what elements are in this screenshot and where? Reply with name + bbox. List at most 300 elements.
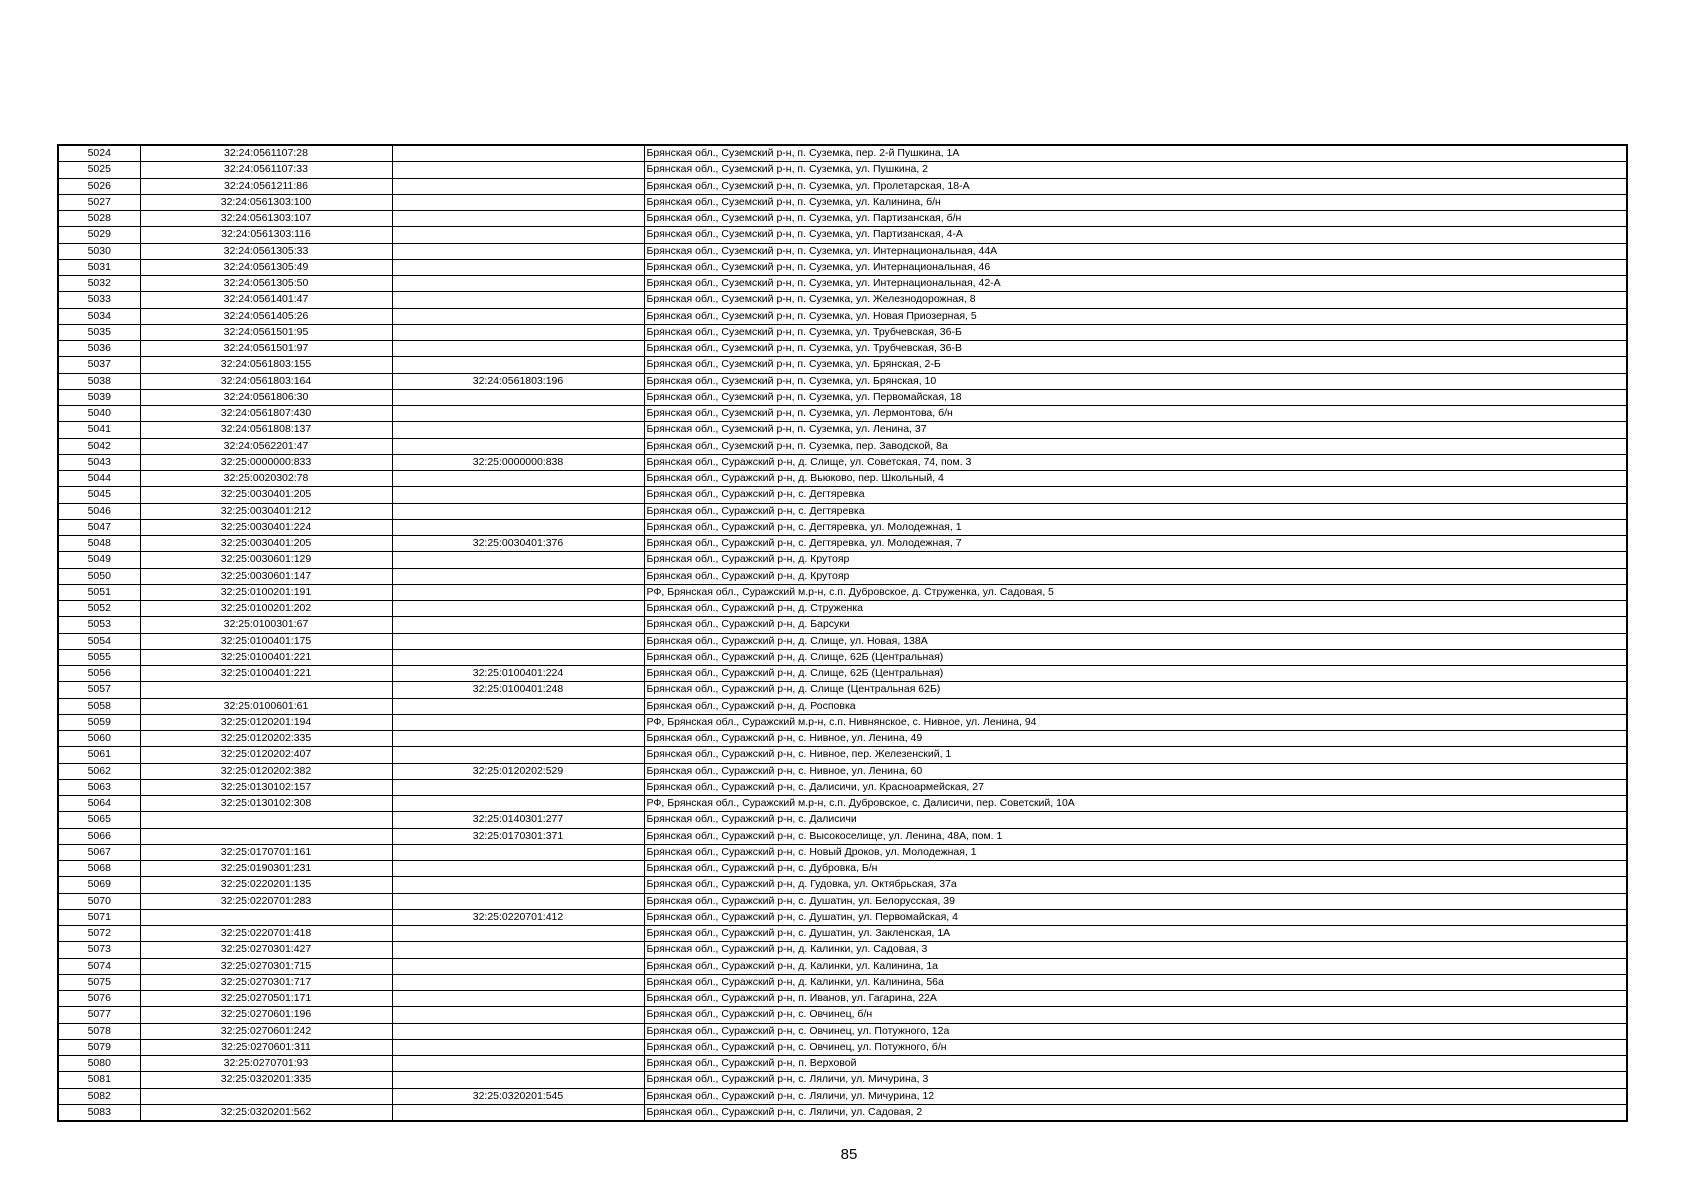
related-cadastral-number-cell: 32:25:0000000:838 (392, 454, 644, 470)
related-cadastral-number-cell (392, 211, 644, 227)
row-number-cell: 5039 (58, 389, 140, 405)
address-cell: Брянская обл., Суражский р-н, с. Овчинец, ул. Потужного, б/н (644, 1039, 1627, 1055)
related-cadastral-number-cell (392, 406, 644, 422)
row-number-cell: 5071 (58, 909, 140, 925)
table-row (58, 406, 1627, 422)
row-number-cell: 5063 (58, 779, 140, 795)
address-cell: Брянская обл., Суражский р-н, д. Калинки, ул. Калинина, 1а (644, 958, 1627, 974)
address-cell: Брянская обл., Суземский р-н, п. Суземка, ул. Партизанская, 4-А (644, 227, 1627, 243)
related-cadastral-number-cell (392, 568, 644, 584)
related-cadastral-number-cell: 32:25:0100401:248 (392, 682, 644, 698)
related-cadastral-number-cell: 32:25:0030401:376 (392, 536, 644, 552)
table-row (58, 698, 1627, 714)
address-cell: Брянская обл., Суземский р-н, п. Суземка, ул. Лермонтова, б/н (644, 406, 1627, 422)
table-row (58, 1056, 1627, 1072)
row-number-cell: 5079 (58, 1039, 140, 1055)
row-number-cell: 5024 (58, 145, 140, 162)
related-cadastral-number-cell: 32:25:0120202:529 (392, 763, 644, 779)
table-row (58, 1104, 1627, 1121)
cadastral-number-cell: 32:25:0220201:135 (140, 877, 392, 893)
table-row (58, 812, 1627, 828)
related-cadastral-number-cell (392, 1104, 644, 1121)
table-row (58, 877, 1627, 893)
cadastral-number-cell (140, 812, 392, 828)
cadastral-number-cell: 32:25:0100601:61 (140, 698, 392, 714)
related-cadastral-number-cell (392, 974, 644, 990)
table-row (58, 227, 1627, 243)
row-number-cell: 5062 (58, 763, 140, 779)
row-number-cell: 5066 (58, 828, 140, 844)
table-row (58, 974, 1627, 990)
table-row (58, 162, 1627, 178)
related-cadastral-number-cell (392, 796, 644, 812)
row-number-cell: 5025 (58, 162, 140, 178)
address-cell: Брянская обл., Суражский р-н, д. Калинки, ул. Калинина, 56а (644, 974, 1627, 990)
table-row (58, 536, 1627, 552)
cadastral-number-cell: 32:25:0270301:715 (140, 958, 392, 974)
related-cadastral-number-cell (392, 552, 644, 568)
related-cadastral-number-cell (392, 308, 644, 324)
row-number-cell: 5026 (58, 178, 140, 194)
cadastral-number-cell (140, 1088, 392, 1104)
address-cell: Брянская обл., Суземский р-н, п. Суземка, ул. Интернациональная, 42-А (644, 276, 1627, 292)
row-number-cell: 5082 (58, 1088, 140, 1104)
row-number-cell: 5027 (58, 194, 140, 210)
table-row (58, 324, 1627, 340)
table-row (58, 779, 1627, 795)
cadastral-number-cell: 32:25:0100201:191 (140, 584, 392, 600)
cadastral-number-cell: 32:25:0030401:205 (140, 487, 392, 503)
cadastral-number-cell: 32:24:0561211:86 (140, 178, 392, 194)
row-number-cell: 5029 (58, 227, 140, 243)
related-cadastral-number-cell (392, 747, 644, 763)
row-number-cell: 5056 (58, 666, 140, 682)
row-number-cell: 5048 (58, 536, 140, 552)
table-row (58, 194, 1627, 210)
row-number-cell: 5035 (58, 324, 140, 340)
row-number-cell: 5038 (58, 373, 140, 389)
address-cell: Брянская обл., Суражский р-н, с. Дубровка, Б/н (644, 861, 1627, 877)
related-cadastral-number-cell (392, 958, 644, 974)
address-cell: Брянская обл., Суражский р-н, с. Ляличи, ул. Мичурина, 3 (644, 1072, 1627, 1088)
related-cadastral-number-cell (392, 1007, 644, 1023)
related-cadastral-number-cell (392, 519, 644, 535)
cadastral-number-cell: 32:25:0030401:224 (140, 519, 392, 535)
row-number-cell: 5047 (58, 519, 140, 535)
address-cell: Брянская обл., Суземский р-н, п. Суземка, ул. Новая Приозерная, 5 (644, 308, 1627, 324)
address-cell: Брянская обл., Суражский р-н, д. Слище, 62Б (Центральная) (644, 649, 1627, 665)
related-cadastral-number-cell: 32:25:0100401:224 (392, 666, 644, 682)
table-row (58, 243, 1627, 259)
address-cell: РФ, Брянская обл., Суражский м.р-н, с.п. Дубровское, с. Далисичи, пер. Советский, 10А (644, 796, 1627, 812)
row-number-cell: 5074 (58, 958, 140, 974)
related-cadastral-number-cell: 32:25:0170301:371 (392, 828, 644, 844)
table-row (58, 926, 1627, 942)
related-cadastral-number-cell (392, 779, 644, 795)
related-cadastral-number-cell (392, 324, 644, 340)
related-cadastral-number-cell (392, 1039, 644, 1055)
related-cadastral-number-cell (392, 178, 644, 194)
address-cell: Брянская обл., Суражский р-н, с. Нивное, пер. Железенский, 1 (644, 747, 1627, 763)
row-number-cell: 5052 (58, 601, 140, 617)
table-row (58, 341, 1627, 357)
table-row (58, 747, 1627, 763)
cadastral-number-cell: 32:25:0130102:157 (140, 779, 392, 795)
table-row (58, 276, 1627, 292)
address-cell: Брянская обл., Суражский р-н, с. Высокоселище, ул. Ленина, 48А, пом. 1 (644, 828, 1627, 844)
address-cell: РФ, Брянская обл., Суражский м.р-н, с.п. Дубровское, д. Струженка, ул. Садовая, 5 (644, 584, 1627, 600)
row-number-cell: 5044 (58, 471, 140, 487)
row-number-cell: 5072 (58, 926, 140, 942)
row-number-cell: 5043 (58, 454, 140, 470)
table-row (58, 259, 1627, 275)
cadastral-number-cell (140, 682, 392, 698)
cadastral-number-cell: 32:24:0561405:26 (140, 308, 392, 324)
address-cell: Брянская обл., Суземский р-н, п. Суземка, ул. Калинина, б/н (644, 194, 1627, 210)
related-cadastral-number-cell (392, 194, 644, 210)
address-cell: Брянская обл., Суземский р-н, п. Суземка, ул. Пролетарская, 18-А (644, 178, 1627, 194)
property-table-body (58, 145, 1627, 1121)
row-number-cell: 5051 (58, 584, 140, 600)
related-cadastral-number-cell (392, 1023, 644, 1039)
cadastral-number-cell: 32:25:0020302:78 (140, 471, 392, 487)
address-cell: Брянская обл., Суражский р-н, д. Крутояр (644, 568, 1627, 584)
address-cell: Брянская обл., Суражский р-н, д. Гудовка, ул. Октябрьская, 37а (644, 877, 1627, 893)
row-number-cell: 5081 (58, 1072, 140, 1088)
table-row (58, 292, 1627, 308)
cadastral-number-cell: 32:25:0270501:171 (140, 991, 392, 1007)
cadastral-number-cell: 32:25:0190301:231 (140, 861, 392, 877)
related-cadastral-number-cell (392, 601, 644, 617)
row-number-cell: 5076 (58, 991, 140, 1007)
row-number-cell: 5064 (58, 796, 140, 812)
address-cell: Брянская обл., Суземский р-н, п. Суземка, ул. Первомайская, 18 (644, 389, 1627, 405)
row-number-cell: 5078 (58, 1023, 140, 1039)
cadastral-number-cell (140, 828, 392, 844)
related-cadastral-number-cell (392, 162, 644, 178)
table-row (58, 519, 1627, 535)
address-cell: Брянская обл., Суражский р-н, д. Слище (Центральная 62Б) (644, 682, 1627, 698)
address-cell: Брянская обл., Суражский р-н, п. Верховой (644, 1056, 1627, 1072)
related-cadastral-number-cell (392, 145, 644, 162)
cadastral-number-cell: 32:25:0100201:202 (140, 601, 392, 617)
cadastral-number-cell: 32:25:0030401:212 (140, 503, 392, 519)
table-row (58, 1072, 1627, 1088)
related-cadastral-number-cell (392, 341, 644, 357)
related-cadastral-number-cell (392, 422, 644, 438)
table-row (58, 714, 1627, 730)
row-number-cell: 5033 (58, 292, 140, 308)
row-number-cell: 5075 (58, 974, 140, 990)
cadastral-number-cell: 32:25:0270301:427 (140, 942, 392, 958)
related-cadastral-number-cell (392, 438, 644, 454)
address-cell: Брянская обл., Суражский р-н, д. Слище, ул. Новая, 138А (644, 633, 1627, 649)
table-row (58, 487, 1627, 503)
row-number-cell: 5057 (58, 682, 140, 698)
address-cell: Брянская обл., Суземский р-н, п. Суземка, пер. 2-й Пушкина, 1А (644, 145, 1627, 162)
table-row (58, 844, 1627, 860)
address-cell: Брянская обл., Суражский р-н, д. Росповка (644, 698, 1627, 714)
table-row (58, 601, 1627, 617)
table-row (58, 909, 1627, 925)
related-cadastral-number-cell (392, 276, 644, 292)
row-number-cell: 5083 (58, 1104, 140, 1121)
table-row (58, 958, 1627, 974)
address-cell: Брянская обл., Суражский р-н, с. Овчинец, ул. Потужного, 12а (644, 1023, 1627, 1039)
cadastral-number-cell: 32:25:0030601:129 (140, 552, 392, 568)
row-number-cell: 5070 (58, 893, 140, 909)
related-cadastral-number-cell (392, 471, 644, 487)
table-row (58, 828, 1627, 844)
table-row (58, 552, 1627, 568)
table-row (58, 1023, 1627, 1039)
address-cell: Брянская обл., Суземский р-н, п. Суземка, пер. Заводской, 8а (644, 438, 1627, 454)
cadastral-number-cell: 32:25:0120201:194 (140, 714, 392, 730)
address-cell: Брянская обл., Суражский р-н, д. Калинки, ул. Садовая, 3 (644, 942, 1627, 958)
table-row (58, 942, 1627, 958)
cadastral-number-cell: 32:25:0120202:407 (140, 747, 392, 763)
cadastral-number-cell: 32:24:0561303:100 (140, 194, 392, 210)
row-number-cell: 5045 (58, 487, 140, 503)
cadastral-number-cell: 32:25:0220701:283 (140, 893, 392, 909)
address-cell: Брянская обл., Суземский р-н, п. Суземка, ул. Пушкина, 2 (644, 162, 1627, 178)
cadastral-number-cell: 32:25:0100401:221 (140, 649, 392, 665)
related-cadastral-number-cell (392, 731, 644, 747)
related-cadastral-number-cell: 32:25:0320201:545 (392, 1088, 644, 1104)
page-number: 85 (840, 1146, 858, 1163)
address-cell: Брянская обл., Суземский р-н, п. Суземка, ул. Интернациональная, 44А (644, 243, 1627, 259)
table-row (58, 666, 1627, 682)
row-number-cell: 5041 (58, 422, 140, 438)
table-row (58, 389, 1627, 405)
cadastral-number-cell: 32:24:0561305:50 (140, 276, 392, 292)
address-cell: Брянская обл., Суражский р-н, с. Далисичи, ул. Красноармейская, 27 (644, 779, 1627, 795)
cadastral-number-cell: 32:25:0000000:833 (140, 454, 392, 470)
cadastral-number-cell: 32:25:0320201:335 (140, 1072, 392, 1088)
related-cadastral-number-cell (392, 503, 644, 519)
related-cadastral-number-cell (392, 991, 644, 1007)
cadastral-number-cell: 32:24:0561501:97 (140, 341, 392, 357)
cadastral-number-cell: 32:24:0562201:47 (140, 438, 392, 454)
cadastral-number-cell: 32:24:0561107:28 (140, 145, 392, 162)
cadastral-number-cell: 32:24:0561305:49 (140, 259, 392, 275)
address-cell: Брянская обл., Суражский р-н, с. Душатин, ул. Закленская, 1А (644, 926, 1627, 942)
related-cadastral-number-cell (392, 243, 644, 259)
row-number-cell: 5058 (58, 698, 140, 714)
table-row (58, 731, 1627, 747)
row-number-cell: 5077 (58, 1007, 140, 1023)
table-row (58, 471, 1627, 487)
cadastral-number-cell: 32:25:0120202:382 (140, 763, 392, 779)
row-number-cell: 5050 (58, 568, 140, 584)
table-row (58, 503, 1627, 519)
related-cadastral-number-cell (392, 649, 644, 665)
row-number-cell: 5055 (58, 649, 140, 665)
cadastral-number-cell (140, 909, 392, 925)
related-cadastral-number-cell (392, 292, 644, 308)
address-cell: Брянская обл., Суражский р-н, с. Новый Дроков, ул. Молодежная, 1 (644, 844, 1627, 860)
related-cadastral-number-cell (392, 698, 644, 714)
address-cell: Брянская обл., Суражский р-н, с. Ляличи, ул. Мичурина, 12 (644, 1088, 1627, 1104)
related-cadastral-number-cell (392, 259, 644, 275)
address-cell: Брянская обл., Суражский р-н, с. Дегтяревка, ул. Молодежная, 7 (644, 536, 1627, 552)
table-row (58, 1007, 1627, 1023)
related-cadastral-number-cell (392, 487, 644, 503)
cadastral-number-cell: 32:24:0561803:155 (140, 357, 392, 373)
cadastral-number-cell: 32:24:0561806:30 (140, 389, 392, 405)
table-row (58, 796, 1627, 812)
cadastral-number-cell: 32:25:0030401:205 (140, 536, 392, 552)
cadastral-number-cell: 32:25:0100301:67 (140, 617, 392, 633)
related-cadastral-number-cell (392, 714, 644, 730)
related-cadastral-number-cell (392, 357, 644, 373)
related-cadastral-number-cell (392, 1072, 644, 1088)
table-row (58, 1039, 1627, 1055)
cadastral-number-cell: 32:24:0561303:107 (140, 211, 392, 227)
table-row (58, 763, 1627, 779)
cadastral-number-cell: 32:25:0270701:93 (140, 1056, 392, 1072)
address-cell: Брянская обл., Суражский р-н, с. Душатин, ул. Первомайская, 4 (644, 909, 1627, 925)
address-cell: Брянская обл., Суражский р-н, п. Иванов, ул. Гагарина, 22А (644, 991, 1627, 1007)
address-cell: Брянская обл., Суземский р-н, п. Суземка, ул. Партизанская, б/н (644, 211, 1627, 227)
related-cadastral-number-cell (392, 893, 644, 909)
address-cell: Брянская обл., Суражский р-н, с. Ляличи, ул. Садовая, 2 (644, 1104, 1627, 1121)
related-cadastral-number-cell (392, 877, 644, 893)
related-cadastral-number-cell (392, 389, 644, 405)
related-cadastral-number-cell (392, 633, 644, 649)
cadastral-number-cell: 32:24:0561501:95 (140, 324, 392, 340)
row-number-cell: 5061 (58, 747, 140, 763)
table-row (58, 211, 1627, 227)
address-cell: Брянская обл., Суражский р-н, с. Дегтяревка, ул. Молодежная, 1 (644, 519, 1627, 535)
table-row (58, 308, 1627, 324)
table-row (58, 145, 1627, 162)
related-cadastral-number-cell: 32:25:0140301:277 (392, 812, 644, 828)
row-number-cell: 5032 (58, 276, 140, 292)
address-cell: Брянская обл., Суражский р-н, д. Струженка (644, 601, 1627, 617)
cadastral-number-cell: 32:25:0120202:335 (140, 731, 392, 747)
table-row (58, 649, 1627, 665)
cadastral-number-cell: 32:24:0561107:33 (140, 162, 392, 178)
row-number-cell: 5068 (58, 861, 140, 877)
related-cadastral-number-cell (392, 942, 644, 958)
row-number-cell: 5073 (58, 942, 140, 958)
address-cell: РФ, Брянская обл., Суражский м.р-н, с.п. Нивнянское, с. Нивное, ул. Ленина, 94 (644, 714, 1627, 730)
row-number-cell: 5049 (58, 552, 140, 568)
address-cell: Брянская обл., Суражский р-н, с. Душатин, ул. Белорусская, 39 (644, 893, 1627, 909)
address-cell: Брянская обл., Суражский р-н, с. Далисичи (644, 812, 1627, 828)
related-cadastral-number-cell (392, 844, 644, 860)
row-number-cell: 5065 (58, 812, 140, 828)
related-cadastral-number-cell: 32:24:0561803:196 (392, 373, 644, 389)
cadastral-number-cell: 32:25:0270301:717 (140, 974, 392, 990)
row-number-cell: 5028 (58, 211, 140, 227)
address-cell: Брянская обл., Суражский р-н, с. Нивное, ул. Ленина, 60 (644, 763, 1627, 779)
cadastral-number-cell: 32:25:0270601:242 (140, 1023, 392, 1039)
related-cadastral-number-cell (392, 584, 644, 600)
row-number-cell: 5030 (58, 243, 140, 259)
row-number-cell: 5053 (58, 617, 140, 633)
table-row (58, 438, 1627, 454)
cadastral-number-cell: 32:24:0561803:164 (140, 373, 392, 389)
address-cell: Брянская обл., Суземский р-н, п. Суземка, ул. Брянская, 2-Б (644, 357, 1627, 373)
cadastral-number-cell: 32:25:0220701:418 (140, 926, 392, 942)
address-cell: Брянская обл., Суземский р-н, п. Суземка, ул. Интернациональная, 46 (644, 259, 1627, 275)
cadastral-number-cell: 32:24:0561808:137 (140, 422, 392, 438)
table-row (58, 178, 1627, 194)
address-cell: Брянская обл., Суземский р-н, п. Суземка, ул. Железнодорожная, 8 (644, 292, 1627, 308)
table-row (58, 682, 1627, 698)
table-row (58, 617, 1627, 633)
cadastral-number-cell: 32:25:0030601:147 (140, 568, 392, 584)
row-number-cell: 5034 (58, 308, 140, 324)
table-row (58, 373, 1627, 389)
related-cadastral-number-cell (392, 227, 644, 243)
row-number-cell: 5042 (58, 438, 140, 454)
row-number-cell: 5037 (58, 357, 140, 373)
table-row (58, 893, 1627, 909)
cadastral-number-cell: 32:25:0170701:161 (140, 844, 392, 860)
address-cell: Брянская обл., Суражский р-н, д. Слище, ул. Советская, 74, пом. 3 (644, 454, 1627, 470)
address-cell: Брянская обл., Суземский р-н, п. Суземка, ул. Брянская, 10 (644, 373, 1627, 389)
address-cell: Брянская обл., Суражский р-н, д. Крутояр (644, 552, 1627, 568)
address-cell: Брянская обл., Суражский р-н, с. Дегтяревка (644, 503, 1627, 519)
address-cell: Брянская обл., Суражский р-н, д. Барсуки (644, 617, 1627, 633)
row-number-cell: 5031 (58, 259, 140, 275)
cadastral-number-cell: 32:25:0270601:196 (140, 1007, 392, 1023)
cadastral-number-cell: 32:24:0561807:430 (140, 406, 392, 422)
cadastral-number-cell: 32:25:0100401:175 (140, 633, 392, 649)
related-cadastral-number-cell (392, 1056, 644, 1072)
address-cell: Брянская обл., Суземский р-н, п. Суземка, ул. Ленина, 37 (644, 422, 1627, 438)
table-row (58, 861, 1627, 877)
table-row (58, 1088, 1627, 1104)
address-cell: Брянская обл., Суземский р-н, п. Суземка, ул. Трубчевская, 36-В (644, 341, 1627, 357)
table-row (58, 633, 1627, 649)
related-cadastral-number-cell (392, 926, 644, 942)
cadastral-number-cell: 32:25:0100401:221 (140, 666, 392, 682)
row-number-cell: 5036 (58, 341, 140, 357)
table-row (58, 991, 1627, 1007)
row-number-cell: 5069 (58, 877, 140, 893)
row-number-cell: 5080 (58, 1056, 140, 1072)
related-cadastral-number-cell: 32:25:0220701:412 (392, 909, 644, 925)
cadastral-number-cell: 32:24:0561305:33 (140, 243, 392, 259)
table-row (58, 454, 1627, 470)
cadastral-number-cell: 32:25:0130102:308 (140, 796, 392, 812)
row-number-cell: 5067 (58, 844, 140, 860)
table-row (58, 584, 1627, 600)
table-row (58, 422, 1627, 438)
related-cadastral-number-cell (392, 861, 644, 877)
table-row (58, 568, 1627, 584)
address-cell: Брянская обл., Суражский р-н, д. Слище, 62Б (Центральная) (644, 666, 1627, 682)
related-cadastral-number-cell (392, 617, 644, 633)
property-table (57, 144, 1628, 1122)
cadastral-number-cell: 32:25:0270601:311 (140, 1039, 392, 1055)
table-row (58, 357, 1627, 373)
row-number-cell: 5059 (58, 714, 140, 730)
row-number-cell: 5060 (58, 731, 140, 747)
cadastral-number-cell: 32:24:0561303:116 (140, 227, 392, 243)
address-cell: Брянская обл., Суземский р-н, п. Суземка, ул. Трубчевская, 36-Б (644, 324, 1627, 340)
cadastral-number-cell: 32:24:0561401:47 (140, 292, 392, 308)
cadastral-number-cell: 32:25:0320201:562 (140, 1104, 392, 1121)
row-number-cell: 5046 (58, 503, 140, 519)
address-cell: Брянская обл., Суражский р-н, с. Дегтяревка (644, 487, 1627, 503)
row-number-cell: 5054 (58, 633, 140, 649)
address-cell: Брянская обл., Суражский р-н, с. Овчинец, б/н (644, 1007, 1627, 1023)
